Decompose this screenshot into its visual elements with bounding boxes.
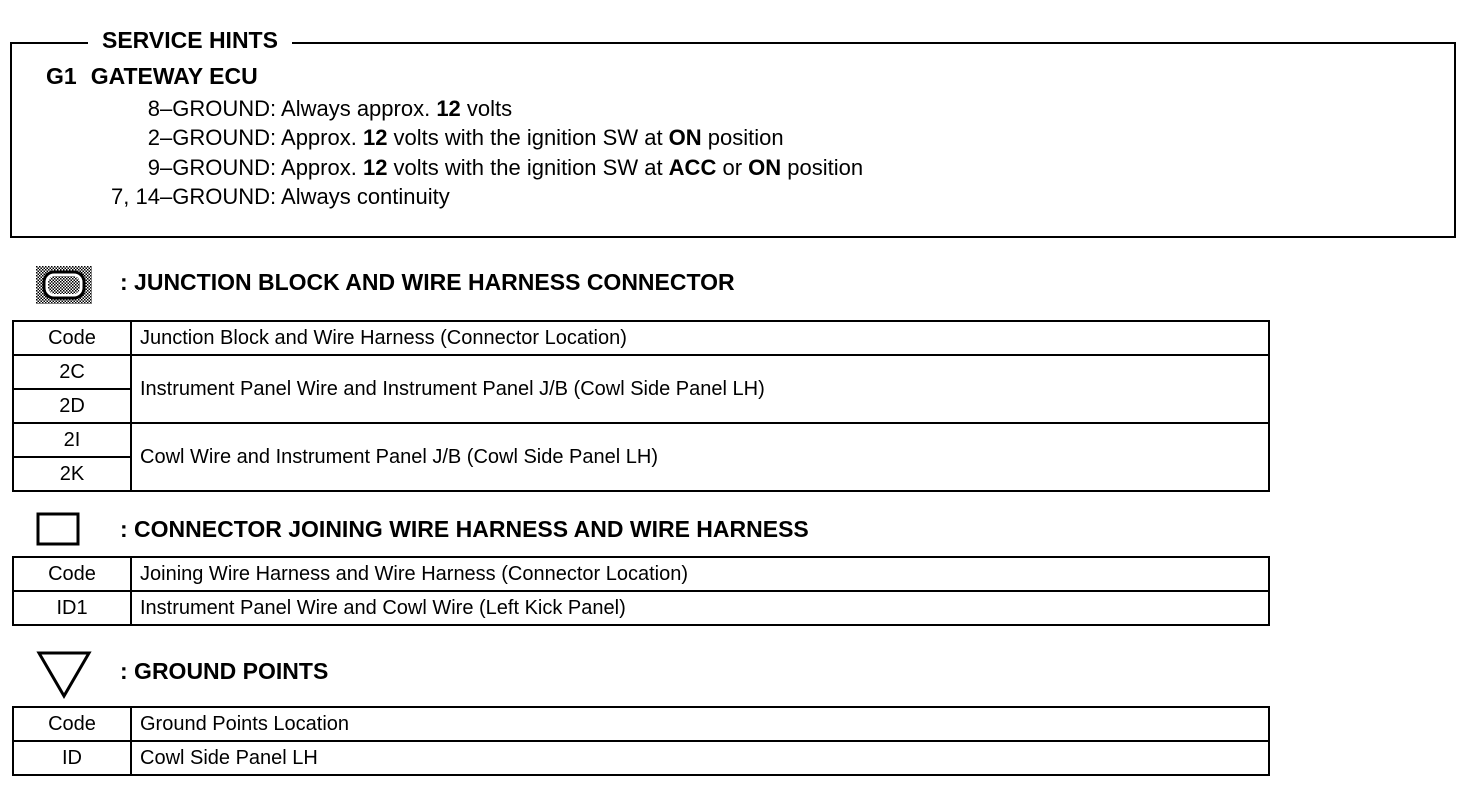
hint-description: : Always continuity [270,184,450,209]
code-cell: 2D [13,389,131,423]
table-header-row [13,321,1269,355]
hint-terminal: 2–GROUND [147,125,270,150]
location-cell: Instrument Panel Wire and Cowl Wire (Left Kick Panel) [131,591,1269,625]
location-cell: Instrument Panel Wire and Instrument Panel J/B (Cowl Side Panel LH) [131,355,1269,423]
code-cell: 2C [13,355,131,389]
code-column-header: Code [13,557,131,591]
code-cell: ID1 [13,591,131,625]
code-column-header: Code [13,707,131,741]
table-row [13,591,1269,625]
junction-section-header: : JUNCTION BLOCK AND WIRE HARNESS CONNECTOR [120,269,735,295]
ground-table [12,706,1270,776]
location-cell: Cowl Side Panel LH [131,741,1269,775]
connector-table [12,556,1270,626]
hint-description: : Always approx. 12 volts [270,96,513,121]
hint-terminal: 9–GROUND [147,155,270,180]
code-cell: 2I [13,423,131,457]
ecu-title [46,62,258,90]
connector-section-header: : CONNECTOR JOINING WIRE HARNESS AND WIRE HARNESS [120,516,809,542]
hint-terminal: 7, 14–GROUND [111,184,270,209]
table-row [13,741,1269,775]
code-cell: 2K [13,457,131,491]
code-column-header: Code [13,321,131,355]
ground-triangle-icon [36,650,92,700]
ecu-name: GATEWAY ECU [90,63,258,89]
hint-terminal: 8–GROUND [147,96,270,121]
table-header-row [13,707,1269,741]
hint-description: : Approx. 12 volts with the ignition SW at ON position [270,125,784,150]
junction-table [12,320,1270,492]
location-cell: Cowl Wire and Instrument Panel J/B (Cowl Side Panel LH) [131,423,1269,491]
table-row [13,355,1269,389]
location-column-header: Joining Wire Harness and Wire Harness (Connector Location) [131,557,1269,591]
location-column-header: Junction Block and Wire Harness (Connector Location) [131,321,1269,355]
table-header-row [13,557,1269,591]
location-column-header: Ground Points Location [131,707,1269,741]
ground-section-header: : GROUND POINTS [120,658,329,684]
code-cell: ID [13,741,131,775]
connector-box-icon [36,512,80,546]
table-row [13,423,1269,457]
hint-description: : Approx. 12 volts with the ignition SW at ACC or ON position [270,155,864,180]
ecu-code: G1 [46,63,77,89]
service-hints-title: SERVICE HINTS [88,26,292,54]
junction-block-icon [36,266,92,304]
